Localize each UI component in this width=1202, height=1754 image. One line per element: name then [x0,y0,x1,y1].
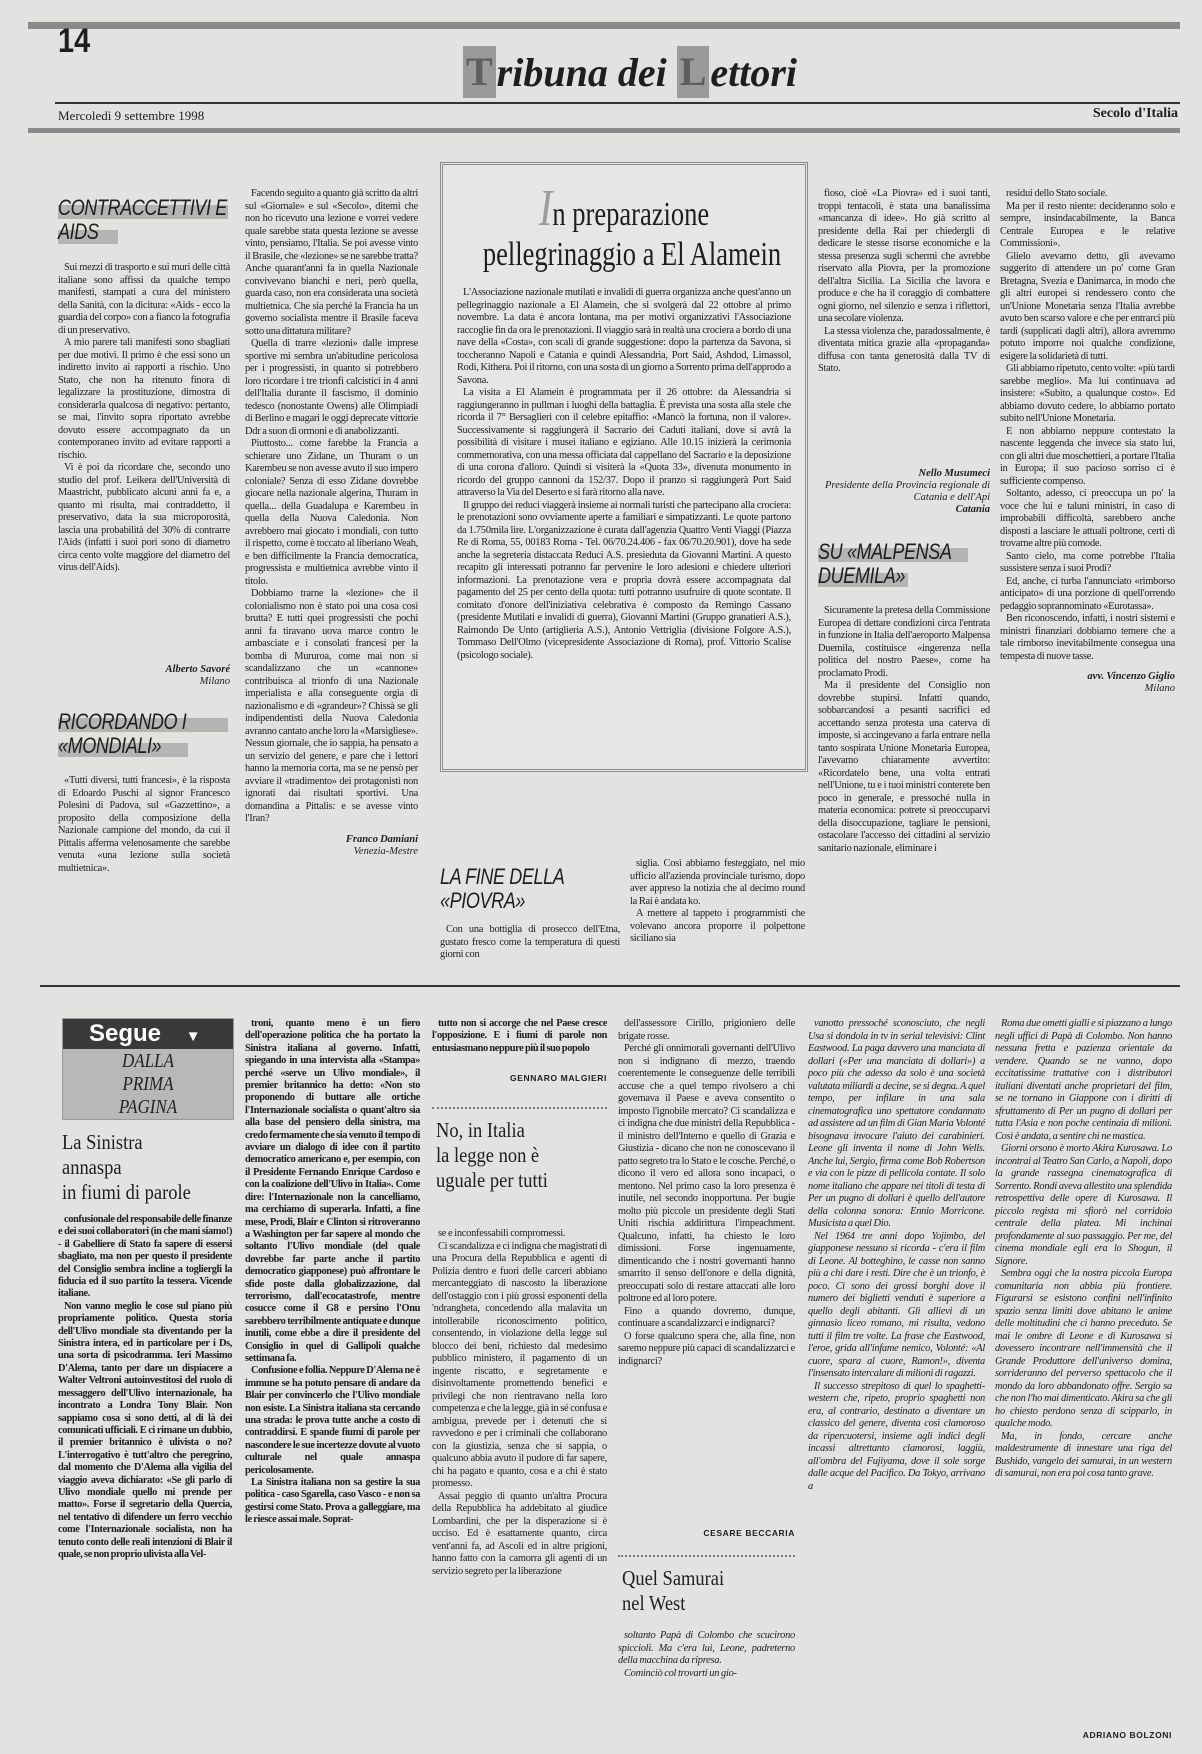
article-body [995,1018,1172,1481]
article-author: CESARE BECCARIA [703,1528,795,1538]
paragraph: confusionale del responsabile delle finanze e dei suoi collaboratori (in che mani siamo!) - il Gabelliere di Stato fa sapere di essersi sbagliato, ma non per questo il presidente del Consiglio sembra incline a togliergli la fiducia ed il suo partito la tessera. Vicende italiane. [58,1214,232,1300]
segue-from-2: PRIMA [122,1073,174,1095]
paragraph: Glielo avevamo detto, gli avevamo suggerito di attendere un po' come Gran Bretagna, Svezia e Danimarca, in modo che gli altri europei si rendessero conto che un'Unione Monetaria senza l'Italia avrebbe avuto ben scarso valore e che per entrarci più tardi (supplicati dagli altri), allora avremmo potuto imporre noi qualche condizione, esigere la solidarietà di tutti. [1000,250,1175,362]
letter-signature [1000,671,1175,695]
paragraph: Gli abbiamo ripetuto, cento volte: «più tardi sarebbe meglio». Ma lui continuava ad insistere: «Subito, a qualunque costo». Ed abbiamo dovuto cedere, lo abbiamo portato subito nell'Unione Monetaria. [1000,363,1175,424]
letter-signature [818,468,990,516]
paragraph: Ed, anche, ci turba l'annunciato «rimborso anticipato» di una porzione di quell'orrendo pedaggio soprannominato «Eurotassa». [1000,575,1175,612]
paragraph: L'Associazione nazionale mutilati e invalidi di guerra organizza anche quest'anno un pellegrinaggio nazionale a El Alamein, che si svolgerà dal 22 ottobre al primo novembre. La data è ancora lontana, ma per motivi organizzativi l'Associazione raccoglie fin da ora le prenotazioni. Il viaggio sarà in realtà una crociera a bordo di una nave della «Costa», con scali di grande suggestione: dopo la partenza da Savona, si toccheranno Napoli e Catania e quindi Alessandria, Port Said, Ashdod, Limassol, Rodi, Kithera. Poi il ritorno, con una sosta di un giorno a Sorrento prima dell'approdo a Savona. [457,287,791,386]
title-line: nel West [622,1591,686,1615]
article-body [618,1630,795,1680]
letter-body [1000,188,1175,663]
letter-title: SU «MALPENSA DUEMILA» [818,539,951,588]
letter-city: Milano [1144,683,1175,694]
paragraph: Dobbiamo trarne la «lezione» che il colonialismo non è stato poi una cosa così brutta? E tutti quei progressisti che pochi anni fa tiravano uova marce contro le ambasciate e i consolati francesi per la bomba di Mururoa, come mai non si scandalizzano che un «cannone» contribuisca al trionfo di una Nazionale imperialista e alla conseguente orgia di nazionalismo e di «grandeur»? Chissà se gli indipendentisti della Nuova Caledonia avranno cantato anche loro la «Marsigliese». Nessun giornale, che io sappia, ha pensato a un servizio del genere, e pare che i lettori hanno la memoria corta, ma se ne pensò per avviare il «tradimento» dei protagonisti non ignorati dai risultati sportivi. Una domandina a Pittalis: e se avesse vinto l'Iran? [245,588,418,824]
paragraph: dell'assessore Cirillo, prigioniero delle brigate rosse. [618,1018,795,1042]
letter-body-continued [245,188,418,826]
segue-label: Segue [89,1020,162,1047]
letter-continuation [1000,188,1175,695]
featured-body [457,287,791,662]
paragraph: Vi è poi da ricordare che, secondo uno studio del prof. Leikera dell'Università di Maastricht, pubblicato alcuni anni fa e, a quanto mi risulta, mai contraddetto, il preservativo, data la sua microporosità, lascia una probabilità del 30% di contrarre l'Aids (infatti i suoi pori sono di diametro circa cento volte maggiore del diametro del virus dell'Aids). [58,462,230,573]
paragraph: Sembra oggi che la nostra piccola Europa comunitaria non abbia più frontiere. Figurarsi se esistono confini nell'infinito spazio senza limiti dove abitano le anime delle moltitudini che ci hanno preceduto. Se mai le ombre di Leone e di Kurosawa si dovessero incontrare nell'immensità che il Grande Produttore dell'universo domina, sorrideranno del perverso spettacolo che il mondo da loro abbandonato offre. Sergio sa che non l'ho mai dimenticato. Akira sa che gli ho chiesto perdono senza di scipparlo, in qualche modo. [995,1268,1172,1429]
masthead-text-1: ribuna dei [496,50,667,95]
article-body [618,1018,795,1368]
paragraph: La Sinistra italiana non sa gestire la sua politica - caso Sgarella, caso Vasco - e non sa gestirsi come Stato. Prova a galleggiare, ma le riesce assai male. Soprat- [245,1477,420,1526]
paragraph: Santo cielo, ma come potrebbe l'Italia sussistere senza i suoi Prodi? [1000,550,1175,574]
paragraph: Con una bottiglia di prosecco dell'Etna, gustato fresco come la temperatura di questi giorni con [440,924,620,960]
letter-city: Catania [955,504,990,515]
article-body [432,1228,607,1578]
title-line: Quel Samurai [622,1566,725,1590]
paragraph: se e inconfessabili compromessi. [438,1228,566,1239]
continued-from-front-box [62,1018,234,1120]
top-rule [28,22,1180,29]
segue-band [63,1019,233,1049]
article-title [622,1566,724,1616]
paragraph: Assai peggio di quanto un'altra Procura della Repubblica ha addebitato al giudice Lombardini, che per la disperazione si è ucciso. Ed è esattamente quanto, circa vent'anni fa, ad Ascoli ed in altre prigioni, hanno fatto con la camorra gli agenti di un servizio segreto per la liberazione [432,1490,607,1577]
paragraph: Il successo strepitoso di quel lo spaghetti-western che, ripeto, proprio spaghetti non era, al contrario, destinato a diventare un classico del genere, diventa così clamoroso da ripercuotersi, insieme agli indici degli incassi altrettanto clamorosi, laggiù, all'ombra del Fujiyama, dove il sole sorge dalle acque del Pacifico. Da Tokyo, arrivano a [808,1380,985,1492]
paragraph: La visita a El Alamein è programmata per il 26 ottobre: da Alessandria si raggiungeranno in pullman i luoghi della battaglia. È prevista una sosta alla stele che ricorda il 7° Bersaglieri con il celebre epitaffio: «Mancò la fortuna, non il valore». Successivamente si raggiungerà il Sacrario dei Caduti italiani, dove si avrà la possibilità di visitare i musei italiano e egiziano. Alle 10.15 inizierà la cerimonia commemorativa, con una messa officiata dal cappellano del Sacrario e la deposizione di una corona d'alloro. Quindi si visiterà la «Quota 33», divenuta monumento in ricordo del gruppo cannoni da 152/37. Dopo il pranzo si raggiungerà Port Said attraverso la Via del Deserto e si farà ritorno alla nave. [457,387,791,498]
letter-author: avv. Vincenzo Giglio [1087,671,1175,682]
article-title [436,1118,548,1193]
segue-from-1: DALLA [122,1050,174,1072]
paragraph: vanotto pressoché sconosciuto, che negli Usa si dondola in tv in serial televisivi: Clint Eastwood. La paga davvero una manciata di dollari («Per una manciata di dollari») a poco più che adesso da solo è una società valutata miliardi a decine, se si degna. A quel tempo, per infilare in una sala cinematografica uno spettatore condannato ad assistere ad un film di Gian Maria Volonté bisognava invocare l'aiuto dei carabinieri. Leone gli inventa il nome di John Wells. Anche lui, Sergio, firma come Bob Robertson e via con le pizze di pellicola contate. Il solo nome italiano che appare nei titoli di testa di Per un pugno di dollari è quello dell'autore della colonna sonora: Ennio Morricone. Musicista a quel Dio. [808,1018,985,1229]
masthead-initial-l: L [677,46,710,98]
section-divider [40,985,1180,987]
paragraph: Roma due ometti gialli e si piazzano a lungo negli uffici di Papà di Colombo. Non hanno nessuna fretta e pazienza orientale da vendere. Quando se ne vanno, dopo eccitatissime trattative con i distributori italiani diventati anche proprietari del film, se ne tornano in Giappone con i diritti di sfruttamento di Per un pugno di dollari per tutta l'Asia e non poche centinaia di milioni. Così è andata, a sentire chi ne mastica. [995,1018,1172,1142]
paragraph: soltanto Papà di Colombo che scucirono spiccioli. Ma c'era lui, Leone, padreterno della macchina da ripresa. [618,1630,795,1666]
letter-body [440,924,620,962]
letter-author: Nello Musumeci [918,468,990,479]
title-line: la legge non è [436,1143,540,1167]
title-line: annaspa [62,1155,122,1179]
paragraph: Giorni orsono è morto Akira Kurosawa. Lo incontrai al Teatro San Carlo, a Napoli, dopo la grande rassegna cinematografica di Sorrento. Rondi aveva allestito una splendida retrospettiva delle opere di Kurosawa. Il piccolo regista mi sfiorò nel corridoio centrale della platea. Mi inchinai profondamente al suo passaggio. Per me, del cinema mondiale egli era lo Shogun, il Signore. [995,1143,1172,1267]
paragraph: troni, quanto meno è un fiero dell'operazione politica che ha portato la Sinistra italiana al governo. Infatti, spiegando in una intervista alla «Stampa» perché «serve un Ulivo mondiale», il premier britannico ha detto: «Non sto proponendo di buttare alle ortiche l'Internazionale socialista o quant'altro sia alla base del pensiero della sinistra, ma credo fermamente che sia venuto il tempo di avviare un dialogo di idee con il partito democratico americano e, per esempio, con il Presidente Fernando Enrique Cardoso e con la coalizione dell'Ulivo in Italia». Come dire: l'Internazionale non la cancelliamo, ma cerchiamo di superarla. Infatti, a fine mese, Prodi, Blair e Clinton si ritroveranno a Washington per far sapere al mondo che soltanto l'Ulivo mondiale (del quale dovrebbe far parte anche il partito democratico giapponese) può affrontare le sfide poste dalla globalizzazione, dal terrorismo, dall'ecocatastrofe, mentre cosucce come il G8 e persino l'Onu sarebbero terribilmente antiquate e dunque inutili, come ebbe a dire il presidente del Consiglio in quel di Gallipoli qualche settimana fa. [245,1018,420,1364]
featured-title-line [483,180,765,237]
featured-title-2: pellegrinaggio a El Alamein [482,236,782,273]
letter-author: Alberto Savoré [165,664,230,675]
header-rule [55,102,1180,104]
article-author: ADRIANO BOLZONI [1082,1730,1172,1740]
paragraph: La stessa violenza che, paradossalmente, è diventata mitica grazie alla «propaganda» diffusa con tanta generosità dalla TV di Stato. [818,325,990,374]
letter-author: Franco Damiani [345,833,418,845]
section-masthead [400,36,860,98]
dotted-separator [618,1555,795,1559]
article-body [58,1214,232,1561]
dotted-separator [432,1107,607,1111]
letter-title: LA FINE DELLA «PIOVRA» [440,864,564,913]
featured-box [440,162,808,772]
title-line: La Sinistra [62,1130,143,1154]
newspaper-name: Secolo d'Italia [1092,106,1178,121]
arrow-down-icon: ▼ [185,1028,201,1045]
letter-title: CONTRACCETTIVI E AIDS [58,195,227,244]
letter-continuation [245,188,418,858]
paragraph: Sicuramente la pretesa della Commissione Europea di dettare condizioni circa l'entrata in funzione in Italia dell'aeroporto Malpensa Duemila, costituisce «ingerenza nella politica del nostro Paese», come ha proclamato Prodi. [818,605,990,679]
letter-body [630,858,805,946]
featured-title [443,165,805,275]
drop-cap: I [538,180,553,237]
page-number: 14 [58,22,91,60]
paragraph: «Tutti diversi, tutti francesi», è la risposta di Edoardo Puschi al signor Francesco Polesini di Padova, sul «Gazzettino», a proposito della composizione della Nazionale campione del mondo, da cui il Pittalis afferma velenosamente che sarebbe venuta «una lezione sulla società multietnica». [58,775,230,874]
letter-role: Presidente della Provincia regionale di Catania e dell'Api [824,480,990,503]
paragraph: Sui mezzi di trasporto e sui muri delle città italiane sono affissi da qualche tempo manifesti, stampati a cura del ministero della Sanità, con la dicitura: «Aids - ecco la guardia del corpo» con a fianco la fotografia di un preservativo. [58,262,230,336]
paragraph: Nel 1964 tre anni dopo Yojimbo, del giapponese nessuno si ricorda - c'era il film di Leone. Al botteghino, le casse non sanno più a chi dare i resti. Dire che è un trionfo, è poco. Ci sono dei grossi borghi dove il numero dei biglietti venduti è superiore a quello degli abitanti. Gli allievi di un ginnasio liceo romano, mi risulta, vedono tutti il film tre volte. La frase che Eastwood, l'eroe, grida all'infame nemico, Volonté: «Al cuore, spara al cuore, Ramon!», diventa l'insensato intercalare di milioni di ragazzi. [808,1230,985,1379]
letter-body [818,188,990,376]
issue-date: Mercoledì 9 settembre 1998 [58,108,205,123]
article-author: GENNARO MALGIERI [510,1073,607,1083]
masthead-initial-t: T [463,46,496,98]
paragraph: Soltanto, adesso, ci preoccupa un po' la voce che lui e taluni ministri, in caso di improbabili difficoltà, sarebbero anche disposti a lasciare le attuali poltrone, certi di trovarne altre più comode. [1000,488,1175,549]
letter-city: Venezia-Mestre [353,845,418,857]
letter-body [58,775,230,875]
paragraph: Facendo seguito a quanto già scritto da altri sul «Giornale» e sul «Secolo», ditemi che non ho ricevuto una lezione e vorrei vedere quale sarebbe stata questa lezione se avesse vinto, pensiamo, l'Italia. Se poi avesse vinto il Brasile, che «lezione» se ne sarebbe tratta? Anche quarant'anni fa in quella Nazionale convivevano bianchi e neri, però quella, guarda caso, non era considerata una società multietnica. Che sia perché la Francia ha un governo socialista mentre il Brasile faceva sotto una dittatura militare? [245,188,418,337]
segue-from-3: PAGINA [118,1096,178,1118]
paragraph: Perché gli onnimorali governanti dell'Ulivo non si indignano di mezzo, traendo coerentemente le conseguenze delle terribili accuse che a quel tempo rivolsero a chi governava il Paese e aveva consentito o imposto l'ignobile mercato? Ci scandalizza e ci indigna che due ministri della Repubblica - il ministro dell'Interno e quello di Grazia e Giustizia - dicano che non ne conoscevano il patto segreto tra lo Stato e le cosche. Perché, o dicono il vero ed allora sono incapaci, o mentono. Nel primo caso la loro presenza è inutile, nel secondo inopportuna. Per bugie molto più piccole un presidente degli Stati Uniti rischia addirittura l'impeachment. Qualcuno, infatti, ha chiesto le loro dimissioni. Forse ingenuamente, dimenticando che i nostri governanti hanno smarrito il senso dell'onore e della dignità, preoccupati solo di restare attaccati alle loro poltrone ed al loro potere. [618,1043,795,1304]
paragraph: fioso, cioè «La Piovra» ed i suoi tanti, troppi tentacoli, è stata una banalissima «mancanza di idee». Ho già scritto al presidente della Rai per chiedergli di dedicare le stesse risorse economiche e la stessa presenza sugli schermi che avrebbe riservato alla Piovra, per la promozione dell'altra Sicilia. La Sicilia che lavora e produce e che ha il coraggio di combattere ogni giorno, nel silenzio e senza i riflettori, una secolare violenza. [818,188,990,324]
paragraph: A mio parere tali manifesti sono sbagliati per due motivi. Il primo è che essi sono un indiretto invito ai rapporti a rischio. Uno Stato, che non ha ritenuto finora di legalizzare la prostituzione, dimostra di considerarla qualcosa di negativo: pertanto, se mai, l'invito sopra riportato avrebbe dovuto essere accompagnato da un contemporaneo invito ad evitare rapporti a rischio. [58,337,230,461]
title-line: No, in Italia [436,1118,525,1142]
paragraph: residui dello Stato sociale. [1006,188,1108,199]
paragraph: Ben riconoscendo, infatti, i nostri sistemi e ministri finanziari dobbiamo temere che a tale rimborso inevitabilmente consegua una tempesta di nuove tasse. [1000,613,1175,662]
letter-city: Milano [199,676,230,687]
letter-signature [245,834,418,858]
title-line: in fiumi di parole [62,1180,191,1204]
letter-body [58,262,230,575]
paragraph: Fino a quando dovremo, dunque, continuare a scandalizzarci e indignarci? [618,1305,795,1329]
letter-body [818,605,990,855]
letter-signature [58,664,230,688]
paragraph: Ma per il resto niente: decideranno solo e sempre, insindacabilmente, la Banca Centrale Europea e le relative Commissioni». [1000,200,1175,249]
paragraph: Ma il presidente del Consiglio non dovrebbe stupirsi. Infatti quando, sobbarcandosi a pesanti sacrifici ed accettando senza protesta una caterva di imposte, si accingevano a farla entrare nella tanto sospirata Unione Monetaria Europea, l'avevamo chiaramente avvertito: «Ricordatelo bene, una volta entrati nell'Unione, tu e i tuoi ministri conterete ben poco in generale, e pressoché nulla in materia economica: potrete sì preoccuparvi della disoccupazione, tagliare le pensioni, ostacolare l'accesso dei cittadini al servizio sanitario nazionale, eliminare i [818,680,990,854]
article-body [808,1018,985,1493]
paragraph: Ma, in fondo, cercare anche maldestramente di innestare una riga del Bushido, vangelo dei samurai, in un western di samurai, non era poi cosa tanto grave. [995,1430,1172,1479]
title-line: uguale per tutti [436,1168,548,1192]
paragraph: A mettere al tappeto i programmisti che volevano ancora proporre il polpettone siciliano sia [630,908,805,944]
paragraph: Quella di trarre «lezioni» dalle imprese sportive mi sembra un'abitudine pericolosa per i progressisti, in quanto si potrebbero loro ricordare i tre trionfi calcistici in 4 anni dell'Italia durante il fascismo, il dominio tedesco (nonostante Owens) alle Olimpiadi di Berlino e magari le oggi deprecate vittorie Ddr a suon di ormoni e di anabolizzanti. [245,338,418,437]
letter-title: RICORDANDO I «MONDIALI» [58,709,187,758]
article-body [432,1018,607,1055]
paragraph: Confusione e follia. Neppure D'Alema ne è immune se ha potuto pensare di andare da Blair per convincerlo che l'Ulivo mondiale non esiste. La Sinistra italiana sta cercando una strada: le prova tutte anche a costo di contraddirsi. E spande fiumi di parole per nascondere le sue incertezze dovute al vuoto culturale nel quale annaspa pericolosamente. [245,1365,420,1476]
paragraph: Cominciò col trovarti un gio- [624,1667,737,1679]
paragraph: siglia. Così abbiamo festeggiato, nel mio ufficio all'azienda provinciale turismo, dopo aver appreso la notizia che al decimo round la Rai è andata ko. [630,858,805,907]
paragraph: Piuttosto... come farebbe la Francia a schierare uno Zidane, un Thuram o un Karembeu se non avesse avuto il suo impero coloniale? Senza di esso Zidane dovrebbe giocare nella nazionale algerina, Thuram in quella... della Guadalupa e Karembeu in quella della Nuova Caledonia. Non avrebbero mai giocato i mondiali, con tutto il rispetto, come è toccato al liberiano Weah, e ben difficilmente la Francia democratica, progressista e multietnica avrebbe vinto il titolo. [245,438,418,587]
article-title [62,1130,191,1205]
masthead-text-2: ettori [710,50,798,95]
paragraph: Non vanno meglio le cose sul piano più propriamente politico. Questa storia dell'Ulivo mondiale sta diventando per la Sinistra intera, ed in particolare per i Ds, una sorta di psicodramma. Ieri Massimo D'Alema, tanto per dare un dispiacere a Walter Veltroni autoinvestitosi del ruolo di messaggero dell'Ulivo internazionale, ha incontrato a Londra Tony Blair. Non sappiamo cosa si sono detti, al di là dei comunicati ufficiali. E ci rimane un dubbio, il premier britannico è ulivista o no? L'interrogativo è tutt'altro che peregrino, dal momento che D'Alema alla vigilia del viaggio aveva dichiarato: «Se gli parlo di Ulivo mondiale quello mi prende per matto». Forse il segretario della Quercia, nel tentativo di difendere un ferro vecchio come l'Internazionale socialista, non ha tenuto conto delle reali intenzioni di Blair il quale, se non proprio ulivista alla Vel- [58,1300,232,1560]
paragraph: O forse qualcuno spera che, alla fine, non saremo neppure più capaci di scandalizzarci e indignarci? [618,1330,795,1367]
paragraph: tutto non si accorge che nel Paese cresce l'opposizione. E i fiumi di parole non entusiasmano neppure più il suo popolo [432,1018,607,1054]
paragraph: E non abbiamo neppure contestato la nascente leggenda che invece sia stato lui, con gli altri due moschettieri, a portare l'Italia in Europa; il suo pacioso sorriso ci è sufficiente compenso. [1000,425,1175,487]
paragraph: Ci scandalizza e ci indigna che magistrati di una Procura della Repubblica e agenti di Polizia dentro e fuori delle carceri abbiano mercanteggiato di nascosto la liberazione dell'ostaggio con i più grossi esponenti della 'ndrangheta, concedendo alla malavita un intollerabile riconoscimento politico, consentendo, in violazione della legge sul blocco dei beni, richiesto dal medesimo pubblico ministero, il pagamento di un ingente riscatto, e segretamente e disinvoltamente promettendo benefici e privilegi che non rientravano nella loro competenza e che la legge, già in sé confusa e ambigua, prevede per i detenuti che si ravvedono e per i criminali che collaborano con la giustizia, senza che si sappia, o qualcuno abbia avuto il pudore di far sapere, chi ha pagato e quanto, cosa e a chi è stato promesso. [432,1240,607,1489]
paragraph: Il gruppo dei reduci viaggerà insieme ai normali turisti che partecipano alla crociera: le prenotazioni sono ovviamente aperte a familiari e simpatizzanti. Le quote partono da 1.750mila lire. L'organizzazione è curata dall'agenzia Quattro Venti Viaggi (Piazza Re di Roma, 55, 00183 Roma - Tel. 06/70.24.406 - fax 06/70.20.901), dove ha sede anche la segreteria distaccata Reduci A.S. presieduta da Giovanni Martini. A questo recapito gli interessati potranno far pervenire le loro adesioni e chiedere ulteriori informazioni. La prenotazione vera e propria dovrà essere accompagnata dal pagamento del 25 per cento della quota: tutti potranno usufruire di quote scontate. Il comitato d'onore dell'iniziativa celebrativa è composto da Remingo Cassano (presidente Mutilati e invalidi di guerra), Giovanni Martini (Gruppo granatieri A.S.), Raimondo De Unto (artiglieria A.S.), Antonio Vettriglia (divisione Folgore A.S.), Tommaso Dell'Olmo (vicepresidente Associazione di Roma), prof. Vittorio Scalise (psicologo sociale). [457,499,791,661]
article-body [245,1018,420,1527]
header-bottom-rule [28,128,1180,133]
featured-title-1: n preparazione [552,196,710,233]
